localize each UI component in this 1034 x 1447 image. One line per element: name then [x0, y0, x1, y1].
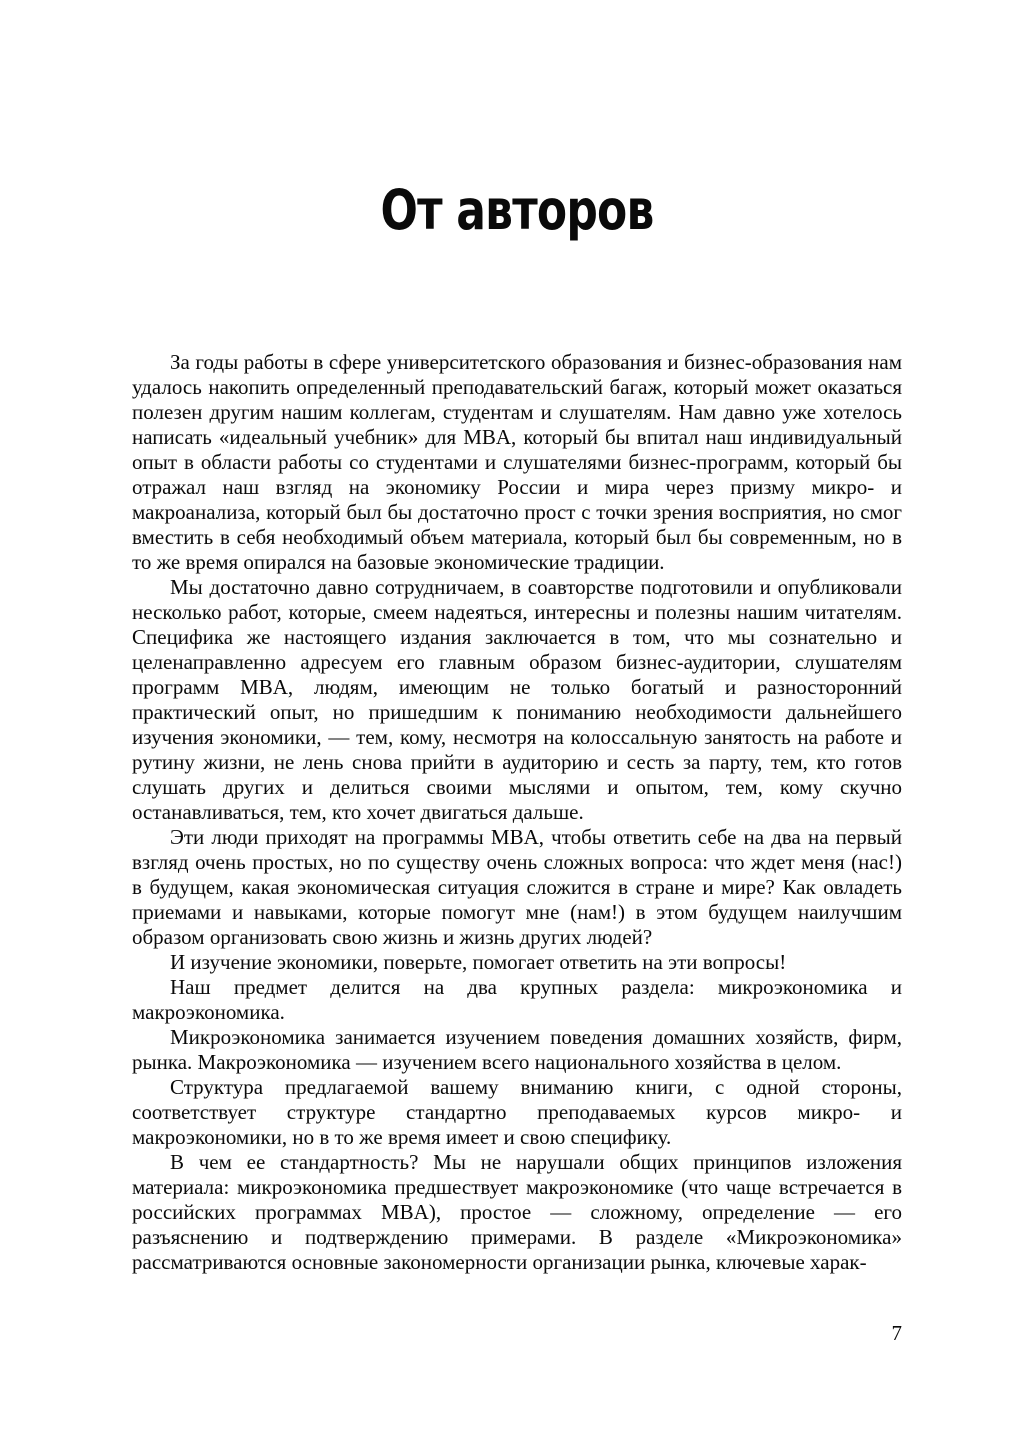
paragraph: Мы достаточно давно сотрудничаем, в соавторстве подготовили и опубликовали несколько работ, которые, смеем надеяться, интересны и полезны нашим читателям. Специфика же настоящего издания заключается в том, что мы сознательно и целенаправленно адресуем его главным образом бизнес-аудитории, слушателям программ MBA, людям, имеющим не только богатый и разносторонний практический опыт, но пришедшим к пониманию необходимости дальнейшего изучения экономики, — тем, кому, несмотря на колоссальную занятость на работе и рутину жизни, не лень снова прийти в аудиторию и сесть за парту, тем, кто готов слушать других и делиться своими мыслями и опытом, тем, кому скучно останавливаться, тем, кто хочет двигаться дальше. [132, 575, 902, 824]
paragraph: За годы работы в сфере университетского образования и бизнес-образования нам удалось накопить определенный преподавательский багаж, который может оказаться полезен другим нашим коллегам, студентам и слушателям. Нам давно уже хотелось написать «идеальный учебник» для MBA, который бы впитал наш индивидуальный опыт в области работы со студентами и слушателями бизнес-программ, который бы отражал наш взгляд на экономику России и мира через призму микро- и макроанализа, который был бы достаточно прост с точки зрения восприятия, но смог вместить в себя необходимый объем материала, который был бы современным, но в то же время опирался на базовые экономические традиции. [132, 350, 902, 574]
page-number: 7 [891, 1321, 902, 1345]
paragraph: Эти люди приходят на программы MBA, чтобы ответить себе на два на первый взгляд очень простых, но по существу очень сложных вопроса: что ждет меня (нас!) в будущем, какая экономическая ситуация сложится в стране и мире? Как овладеть приемами и навыками, которые помогут мне (нам!) в этом будущем наилучшим образом организовать свою жизнь и жизнь других людей? [132, 825, 902, 949]
paragraph: В чем ее стандартность? Мы не нарушали общих принципов изложения материала: микроэкономика предшествует макроэкономике (что чаще встречается в российских программах MBA), простое — сложному, определение — его разъяснению и подтверждению примерами. В разделе «Микроэкономика» рассматриваются основные закономерности организации рынка, ключевые харак- [132, 1150, 902, 1274]
body-text [132, 350, 902, 1275]
paragraph: И изучение экономики, поверьте, помогает ответить на эти вопросы! [170, 950, 787, 974]
paragraph: Наш предмет делится на два крупных раздела: микроэкономика и макроэкономика. [132, 975, 902, 1024]
paragraph: Микроэкономика занимается изучением поведения домашних хозяйств, фирм, рынка. Макроэкономика — изучением всего национального хозяйства в целом. [132, 1025, 902, 1074]
paragraph: Структура предлагаемой вашему вниманию книги, с одной стороны, соответствует структуре стандартно преподаваемых курсов микро- и макроэкономики, но в то же время имеет и свою специфику. [132, 1075, 902, 1149]
page-title: От авторов [380, 178, 654, 242]
